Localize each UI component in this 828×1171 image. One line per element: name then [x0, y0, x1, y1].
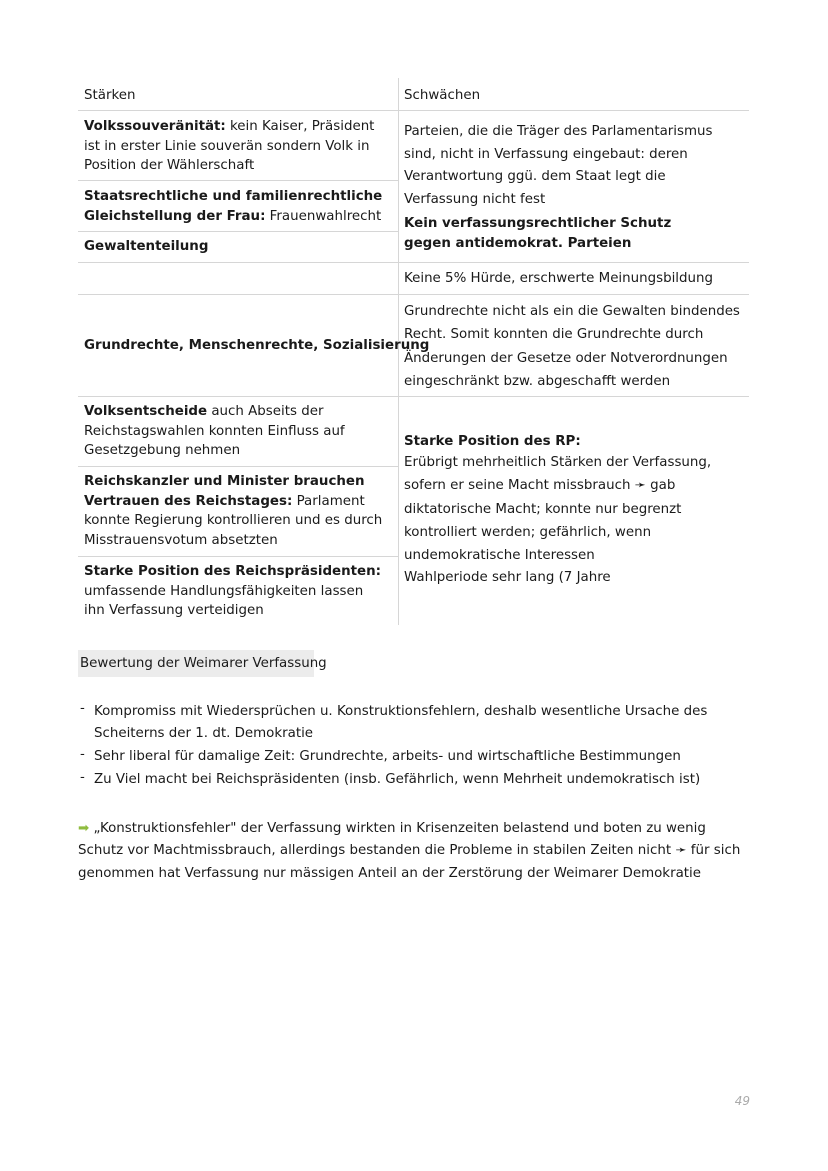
cell-text: Frauenwahlrecht	[265, 208, 382, 224]
table-cell-strength	[84, 187, 384, 226]
table-cell-strength	[84, 472, 390, 550]
bullet-item: Kompromiss mit Wiedersprüchen u. Konstruktionsfehlern, deshalb wesentliche Ursache des Scheiterns der 1. dt. Demokratie	[94, 704, 708, 741]
cell-bold-text: Volkssouveränität:	[84, 119, 226, 134]
table-cell-weakness	[404, 121, 742, 211]
table-header-divider	[78, 110, 749, 111]
bullet-item: Zu Viel macht bei Reichspräsidenten (insb. Gefährlich, wenn Mehrheit undemokratisch ist)	[94, 772, 701, 787]
table-cell-strength	[84, 402, 346, 461]
cell-text: auch Abseits der Reichstagswahlen konnten Einfluss auf Gesetzgebung nehmen	[84, 404, 345, 458]
left-row-divider	[78, 231, 398, 232]
table-cell-strength	[84, 336, 430, 356]
table-row-divider	[78, 396, 749, 397]
table-row-divider	[78, 262, 749, 263]
page-number: 49	[734, 1094, 750, 1108]
cell-text: Keine 5% Hürde, erschwerte Meinungsbildung	[404, 271, 714, 286]
cell-bold-text: Starke Position des Reichspräsidenten:	[84, 564, 382, 579]
table-cell-weakness	[404, 568, 742, 588]
bullet-item: Sehr liberal für damalige Zeit: Grundrechte, arbeits- und wirtschaftliche Bestimmungen	[94, 749, 681, 764]
cell-bold-text: Volksentscheide	[84, 404, 208, 419]
table-cell-weakness	[404, 214, 704, 253]
table-cell-strength	[84, 237, 386, 257]
table-row-divider	[78, 294, 749, 295]
conclusion-text: „Konstruktionsfehler" der Verfassung wirkten in Krisenzeiten belastend und boten zu wenig Schutz vor Machtmissbrauch, allerdings bestanden die Probleme in stabilen Zeiten nicht ➛ für sich genommen hat Verfassung nur mässigen Anteil an der Zerstörung der Weimarer Demokratie	[78, 821, 741, 881]
table-cell-weakness	[404, 269, 744, 289]
cell-text: Erübrigt mehrheitlich Stärken der Verfassung, sofern er seine Macht missbrauch ➛ gab diktatorische Macht; konnte nur begrenzt kontrolliert werden; gefährlich, wenn undemokratische Interessen	[404, 455, 712, 564]
section-heading	[78, 650, 327, 677]
bullet-dash: -	[80, 747, 85, 762]
table-cell-strength	[84, 117, 386, 176]
left-row-divider	[78, 466, 398, 467]
left-row-divider	[78, 180, 398, 181]
cell-bold-text: Kein verfassungsrechtlicher Schutz gegen antidemokrat. Parteien	[404, 216, 672, 251]
arrow-right-icon: ➡	[78, 821, 90, 836]
cell-text: Wahlperiode sehr lang (7 Jahre	[404, 570, 611, 585]
table-cell-strength	[84, 562, 384, 621]
left-row-divider	[78, 556, 398, 557]
cell-text: umfassende Handlungsfähigkeiten lassen ihn Verfassung verteidigen	[84, 583, 364, 618]
table-cell-weakness	[404, 432, 742, 567]
cell-text: Grundrechte nicht als ein die Gewalten bindendes Recht. Somit konnten die Grundrechte durch Änderungen der Gesetze oder Notverordnungen eingeschränkt bzw. abgeschafft werden	[404, 304, 740, 389]
cell-bold-text: Grundrechte, Menschenrechte, Sozialisierung	[84, 338, 430, 353]
cell-bold-text: Staatsrechtliche und familienrechtliche Gleichstellung der Frau:	[84, 189, 383, 224]
cell-bold-text: Starke Position des RP:	[404, 434, 581, 449]
bullet-dash: -	[80, 701, 85, 716]
conclusion-paragraph	[78, 818, 754, 885]
table-header-staerken: Stärken	[84, 88, 136, 103]
table-header-schwaechen: Schwächen	[404, 88, 481, 103]
cell-text: kein Kaiser, Präsident ist in erster Linie souverän sondern Volk in Position der Wählerschaft	[84, 119, 375, 173]
cell-text: Parlament konnte Regierung kontrollieren und es durch Misstrauensvotum absetzten	[84, 493, 383, 548]
cell-text: Parteien, die die Träger des Parlamentarismus sind, nicht in Verfassung eingebaut: deren Verantwortung ggü. dem Staat legt die Verfassung nicht fest	[404, 124, 713, 207]
bullet-dash: -	[80, 770, 85, 785]
section-heading-text: Bewertung der Weimarer Verfassung	[80, 656, 327, 671]
cell-bold-text: Reichskanzler und Minister brauchen Vertrauen des Reichstages:	[84, 474, 365, 509]
table-cell-weakness	[404, 300, 742, 393]
cell-bold-text: Gewaltenteilung	[84, 239, 209, 254]
